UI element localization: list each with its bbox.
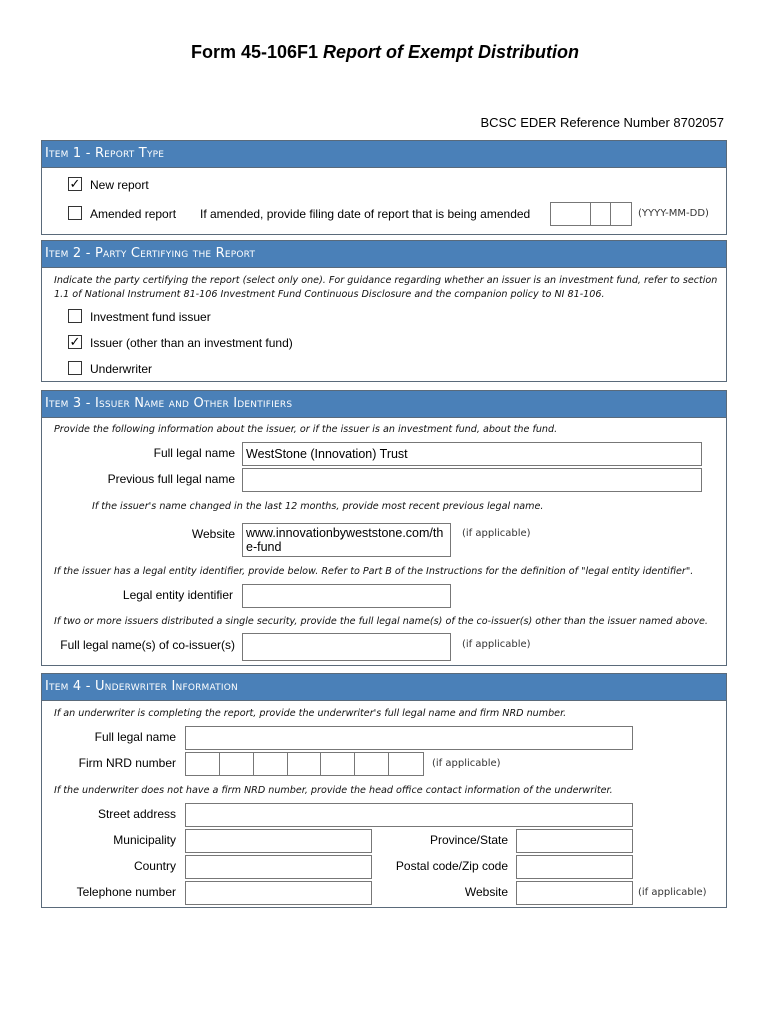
item2-note: Indicate the party certifying the report (select only one). For guidance regarding whether an issuer is an investment fund, refer to section 1.1 of National Instrument 81-106 Investment Fund Continuous Disclosure and the companion policy to NI 81-106. xyxy=(54,275,718,300)
coissuer-label: Full legal name(s) of co-issuer(s) xyxy=(60,638,235,652)
lei-field[interactable] xyxy=(242,584,451,608)
lei-label: Legal entity identifier xyxy=(122,588,233,602)
item4-heading: Item 4 - Underwriter Information xyxy=(42,674,726,701)
underwriter-website-field[interactable] xyxy=(516,881,633,905)
underwriter-website-if-applicable: (if applicable) xyxy=(638,887,707,898)
item2-heading: Item 2 - Party Certifying the Report xyxy=(42,241,726,268)
issuer-label: Issuer (other than an investment fund) xyxy=(90,336,293,350)
amended-date-prompt: If amended, provide filing date of report that is being amended xyxy=(200,207,531,221)
underwriter-checkbox[interactable] xyxy=(68,361,82,375)
item3-heading: Item 3 - Issuer Name and Other Identifiers xyxy=(42,391,726,418)
reference-number: BCSC EDER Reference Number 8702057 xyxy=(480,115,724,130)
website-label: Website xyxy=(191,527,235,541)
form-title-number: Form 45-106F1 xyxy=(190,42,319,62)
form-title-name: Report of Exempt Distribution xyxy=(323,42,580,62)
country-field[interactable] xyxy=(185,855,372,879)
amended-date-field[interactable] xyxy=(550,202,632,226)
no-nrd-note: If the underwriter does not have a firm NRD number, provide the head office contact information of the underwriter. xyxy=(54,785,613,796)
website-field[interactable]: www.innovationbyweststone.com/the-fund xyxy=(242,523,451,557)
amended-report-checkbox[interactable] xyxy=(68,206,82,220)
coissuer-field[interactable] xyxy=(242,633,451,661)
firm-nrd-label: Firm NRD number xyxy=(78,756,176,770)
underwriter-name-label: Full legal name xyxy=(94,730,176,744)
lei-note: If the issuer has a legal entity identifier, provide below. Refer to Part B of the Instructions for the definition of "legal entity identifier". xyxy=(54,566,694,577)
province-label: Province/State xyxy=(429,833,508,847)
website-if-applicable: (if applicable) xyxy=(462,528,531,539)
postal-label: Postal code/Zip code xyxy=(395,859,508,873)
issuer-checkbox[interactable]: ✓ xyxy=(69,334,81,349)
full-legal-name-label: Full legal name xyxy=(153,446,235,460)
item1-heading: Item 1 - Report Type xyxy=(42,141,726,168)
form-title xyxy=(0,42,770,63)
telephone-label: Telephone number xyxy=(76,885,176,899)
firm-nrd-field[interactable] xyxy=(185,752,424,776)
investment-fund-checkbox[interactable] xyxy=(68,309,82,323)
previous-name-field[interactable] xyxy=(242,468,702,492)
name-change-note: If the issuer's name changed in the last 12 months, provide most recent previous legal name. xyxy=(92,501,544,512)
amended-report-label: Amended report xyxy=(90,207,177,221)
investment-fund-label: Investment fund issuer xyxy=(90,310,211,324)
municipality-field[interactable] xyxy=(185,829,372,853)
new-report-label: New report xyxy=(90,178,149,192)
coissuer-note: If two or more issuers distributed a single security, provide the full legal name(s) of the co-issuer(s) other than the issuer named above. xyxy=(54,616,708,627)
street-label: Street address xyxy=(97,807,176,821)
country-label: Country xyxy=(133,859,176,873)
nrd-if-applicable: (if applicable) xyxy=(432,758,501,769)
postal-field[interactable] xyxy=(516,855,633,879)
coissuer-if-applicable: (if applicable) xyxy=(462,639,531,650)
item3-note: Provide the following information about the issuer, or if the issuer is an investment fund, about the fund. xyxy=(54,424,558,435)
underwriter-website-label: Website xyxy=(464,885,508,899)
date-format-hint: (YYYY-MM-DD) xyxy=(638,208,709,219)
telephone-field[interactable] xyxy=(185,881,372,905)
underwriter-name-field[interactable] xyxy=(185,726,633,750)
previous-name-label: Previous full legal name xyxy=(107,472,235,486)
province-field[interactable] xyxy=(516,829,633,853)
full-legal-name-field[interactable]: WestStone (Innovation) Trust xyxy=(242,442,702,466)
street-field[interactable] xyxy=(185,803,633,827)
new-report-checkbox[interactable]: ✓ xyxy=(69,176,81,191)
underwriter-label: Underwriter xyxy=(90,362,153,376)
item4-note: If an underwriter is completing the report, provide the underwriter's full legal name and firm NRD number. xyxy=(54,708,567,719)
municipality-label: Municipality xyxy=(113,833,176,847)
